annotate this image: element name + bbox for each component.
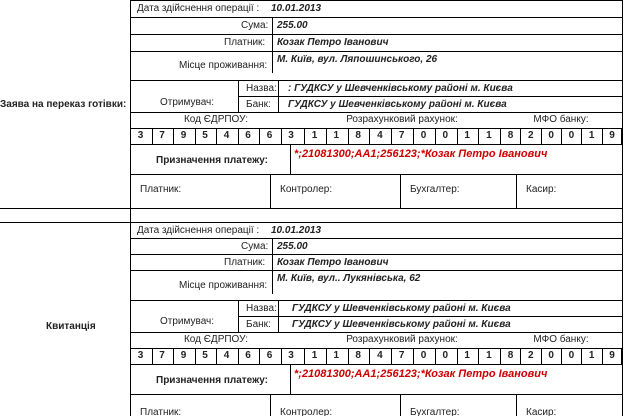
account-digit: 1	[486, 130, 492, 141]
mfo-digit: 0	[548, 350, 554, 361]
edrpou-label: Код ЄДРПОУ:	[183, 334, 249, 345]
edrpou-digit: 4	[223, 350, 230, 361]
sig-cashier: Касир:	[526, 184, 557, 195]
sum-label: Сума:	[241, 241, 269, 252]
edrpou-digit: 5	[202, 350, 208, 361]
recipient-label: Отримувач:	[160, 97, 215, 108]
edrpou-label: Код ЄДРПОУ:	[183, 114, 249, 125]
mfo-digit: 1	[588, 130, 595, 141]
edrpou-digit: 3	[288, 130, 294, 141]
account-label: Розрахунковий рахунок:	[346, 114, 458, 125]
residence-value: М. Київ, вул. Ляпошинського, 26	[277, 54, 438, 65]
edrpou-digit: 5	[202, 130, 208, 141]
mfo-digit: 9	[609, 130, 615, 141]
purpose-label: Призначення платежу:	[156, 155, 268, 166]
account-digit: 4	[377, 350, 383, 361]
edrpou-digit: 6	[266, 130, 273, 141]
name-label: Назва:	[246, 83, 277, 94]
account-digit: 0	[420, 350, 427, 361]
name-value: : ГУДКСУ у Шевченківському районі м. Києва	[288, 83, 513, 94]
account-digit: 1	[486, 350, 492, 361]
edrpou-digit: 6	[245, 350, 251, 361]
edrpou-digit: 4	[223, 130, 230, 141]
edrpou-digit: 7	[159, 130, 165, 141]
account-digit: 1	[311, 130, 318, 141]
side-label-transfer: Заява на переказ готівки:	[0, 99, 127, 110]
mfo-digit: 0	[568, 130, 575, 141]
date-value: 10.01.2013	[271, 225, 322, 236]
edrpou-digit: 3	[137, 350, 144, 361]
mfo-digit: 1	[588, 350, 595, 361]
account-digit: 1	[333, 350, 340, 361]
edrpou-digit: 9	[180, 350, 187, 361]
account-digit: 1	[333, 130, 340, 141]
mfo-digit: 0	[548, 130, 554, 141]
sig-controller: Контролер:	[280, 184, 333, 195]
mfo-digit: 2	[528, 350, 534, 361]
date-label: Дата здійснення операції :	[137, 3, 260, 14]
recipient-label: Отримувач:	[160, 316, 215, 327]
purpose-value: *;21081300;АА1;256123;*Козак Петро Іванович	[294, 148, 548, 160]
account-digit: 1	[464, 130, 470, 141]
mfo-digit: 9	[609, 350, 615, 361]
bank-label: Банк:	[246, 319, 271, 330]
bank-label: Банк:	[246, 99, 271, 110]
name-label: Назва:	[246, 303, 277, 314]
edrpou-digit: 7	[159, 350, 165, 361]
residence-label: Місце проживання:	[179, 280, 268, 291]
residence-value: М. Київ, вул.. Лукянівська, 62	[277, 273, 421, 284]
date-label: Дата здійснення операції :	[137, 225, 260, 236]
account-digit: 7	[398, 350, 405, 361]
account-digit: 1	[311, 350, 318, 361]
mfo-digit: 0	[568, 350, 575, 361]
sig-payer: Платник:	[140, 184, 182, 195]
purpose-value: *;21081300;АА1;256123;*Козак Петро Іванович	[294, 368, 548, 380]
sig-payer: Платник:	[140, 407, 182, 416]
sum-label: Сума:	[241, 20, 269, 31]
purpose-label: Призначення платежу:	[156, 375, 268, 386]
residence-label: Місце проживання:	[179, 60, 268, 71]
payer-label: Платник:	[224, 257, 266, 268]
account-digit: 0	[442, 130, 449, 141]
edrpou-digit: 6	[266, 350, 273, 361]
payer-value: Козак Петро Іванович	[277, 37, 389, 48]
account-digit: 1	[464, 350, 470, 361]
sig-accountant: Бухгалтер:	[410, 407, 460, 416]
side-label-receipt: Квитанція	[46, 321, 96, 332]
mfo-label: МФО банку:	[533, 334, 589, 345]
account-label: Розрахунковий рахунок:	[346, 334, 458, 345]
edrpou-digit: 9	[180, 130, 187, 141]
edrpou-digit: 6	[245, 130, 251, 141]
payer-label: Платник:	[224, 37, 266, 48]
edrpou-digit: 3	[137, 130, 144, 141]
code-digits-row	[130, 128, 622, 144]
account-digit: 0	[420, 130, 427, 141]
sum-value: 255.00	[277, 20, 308, 31]
sig-cashier: Касир:	[526, 407, 557, 416]
code-digits-row	[130, 348, 622, 364]
account-digit: 4	[377, 130, 383, 141]
sig-controller: Контролер:	[280, 407, 333, 416]
payer-value: Козак Петро Іванович	[277, 257, 389, 268]
sum-value: 255.00	[277, 241, 308, 252]
name-value: ГУДКСУ у Шевченківському районі м. Києва	[292, 303, 511, 314]
account-digit: 8	[355, 350, 361, 361]
sig-accountant: Бухгалтер:	[410, 184, 460, 195]
edrpou-digit: 3	[288, 350, 294, 361]
mfo-label: МФО банку:	[533, 114, 589, 125]
account-digit: 8	[355, 130, 361, 141]
mfo-digit: 8	[507, 130, 514, 141]
account-digit: 0	[442, 350, 449, 361]
bank-value: ГУДКСУ у Шевченківському районі м. Києва	[292, 319, 511, 330]
mfo-digit: 2	[528, 130, 534, 141]
account-digit: 7	[398, 130, 405, 141]
date-value: 10.01.2013	[271, 3, 322, 14]
bank-value: ГУДКСУ у Шевченківському районі м. Києва	[288, 99, 507, 110]
mfo-digit: 8	[507, 350, 514, 361]
